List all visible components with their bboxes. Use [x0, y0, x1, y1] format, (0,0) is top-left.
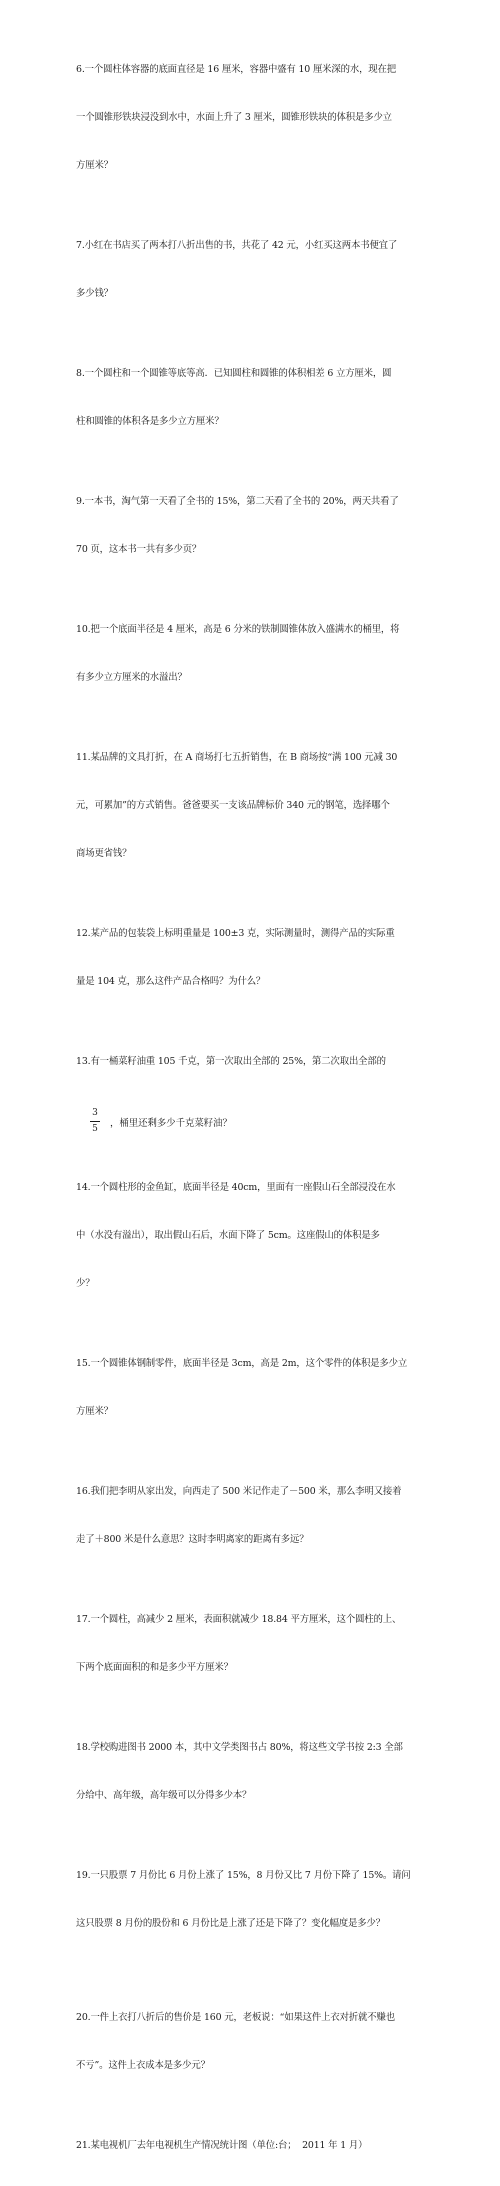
problem-7: [76, 206, 426, 334]
problem-line: 13.有一桶菜籽油重 105 千克，第一次取出全部的 25%，第二次取出全部的: [76, 1056, 386, 1067]
problem-10: [76, 590, 426, 718]
problem-line: 方厘米？: [76, 1406, 113, 1417]
problem-18: [76, 1708, 426, 1836]
problem-line: 方厘米？: [76, 160, 113, 171]
problem-19: [76, 1836, 426, 1964]
problem-line: 16.我们把李明从家出发，向西走了 500 米记作走了－500 米，那么李明又接着: [76, 1486, 402, 1497]
fraction: [90, 1108, 100, 1135]
problem-13: [76, 1022, 426, 1102]
problem-line: 18.学校购进图书 2000 本，其中文学类图书占 80%，将这些文学书按 2:3 全部: [76, 1742, 403, 1753]
problem-17: [76, 1580, 426, 1708]
problem-line: 14.一个圆柱形的金鱼缸，底面半径是 40cm，里面有一座假山石全部浸没在水: [76, 1182, 396, 1193]
problem-14: [76, 1148, 426, 1324]
worksheet-page: [76, 30, 426, 2186]
problem-6: [76, 30, 426, 206]
problem-line: ，桶里还剩多少千克菜籽油？: [110, 1118, 232, 1129]
spacer: [76, 1964, 426, 1978]
problem-line: 70 页，这本书一共有多少页？: [76, 544, 202, 555]
problem-line: 20.一件上衣打八折后的售价是 160 元，老板说：“如果这件上衣对折就不赚也: [76, 2012, 395, 2023]
problem-9: [76, 462, 426, 590]
problem-line: 走了＋800 米是什么意思？这时李明离家的距离有多远？: [76, 1534, 309, 1545]
problem-line: 19.一只股票 7 月份比 6 月份上涨了 15%，8 月份又比 7 月份下降了 15%。请问: [76, 1870, 411, 1881]
problem-line: 一个圆锥形铁块浸没到水中，水面上升了 3 厘米，圆锥形铁块的体积是多少立: [76, 112, 392, 123]
problem-12: [76, 894, 426, 1022]
problem-line: 7.小红在书店买了两本打八折出售的书，共花了 42 元，小红买这两本书便宜了: [76, 240, 398, 251]
problem-21: [76, 2106, 426, 2186]
problem-line: 不亏”。这件上衣成本是多少元？: [76, 2060, 210, 2071]
problem-line: 9.一本书，淘气第一天看了全书的 15%，第二天看了全书的 20%，两天共看了: [76, 496, 399, 507]
problem-8: [76, 334, 426, 462]
problem-line: 11.某品牌的文具打折，在 A 商场打七五折销售，在 B 商场按“满 100 元减 30: [76, 752, 398, 763]
problem-11: [76, 718, 426, 894]
problem-line: 21.某电视机厂去年电视机生产情况统计图（单位:台； 2011 年 1 月）: [76, 2140, 368, 2151]
problem-line: 10.把一个底面半径是 4 厘米，高是 6 分米的铁制圆锥体放入盛满水的桶里，将: [76, 624, 400, 635]
problem-16: [76, 1452, 426, 1580]
problem-line: 分给中、高年级，高年级可以分得多少本？: [76, 1790, 252, 1801]
problem-line: 8.一个圆柱和一个圆锥等底等高．已知圆柱和圆锥的体积相差 6 立方厘米，圆: [76, 368, 392, 379]
problem-line: 有多少立方厘米的水溢出？: [76, 672, 187, 683]
problem-line: 15.一个圆锥体钢制零件，底面半径是 3cm，高是 2m，这个零件的体积是多少立: [76, 1358, 408, 1369]
problem-line: 12.某产品的包装袋上标明重量是 100±3 克，实际测量时，测得产品的实际重: [76, 928, 395, 939]
problem-20: [76, 1978, 426, 2106]
problem-line: 量是 104 克，那么这件产品合格吗？为什么？: [76, 976, 266, 987]
fraction-numerator: 3: [92, 1108, 98, 1118]
problem-line: 柱和圆锥的体积各是多少立方厘米？: [76, 416, 224, 427]
problem-line: 17.一个圆柱，高减少 2 厘米，表面积就减少 18.84 平方厘米，这个圆柱的上、: [76, 1614, 402, 1625]
problem-line: 下两个底面面积的和是多少平方厘米？: [76, 1662, 233, 1673]
problem-line: 6.一个圆柱体容器的底面直径是 16 厘米，容器中盛有 10 厘米深的水，现在把: [76, 64, 396, 75]
problem-line: 元，可累加”的方式销售。爸爸要买一支该品牌标价 340 元的钢笔，选择哪个: [76, 800, 390, 811]
fraction-denominator: 5: [92, 1124, 98, 1134]
problem-line: 商场更省钱？: [76, 848, 132, 859]
fraction-bar: [90, 1121, 100, 1122]
problem-15: [76, 1324, 426, 1452]
problem-line: 少？: [76, 1278, 95, 1289]
problem-line: 这只股票 8 月份的股份和 6 月份比是上涨了还是下降了？变化幅度是多少？: [76, 1918, 385, 1929]
problem-13-fraction-line: [76, 1108, 426, 1142]
problem-line: 中（水没有溢出），取出假山石后，水面下降了 5cm。这座假山的体积是多: [76, 1230, 380, 1241]
problem-line: 多少钱？: [76, 288, 113, 299]
